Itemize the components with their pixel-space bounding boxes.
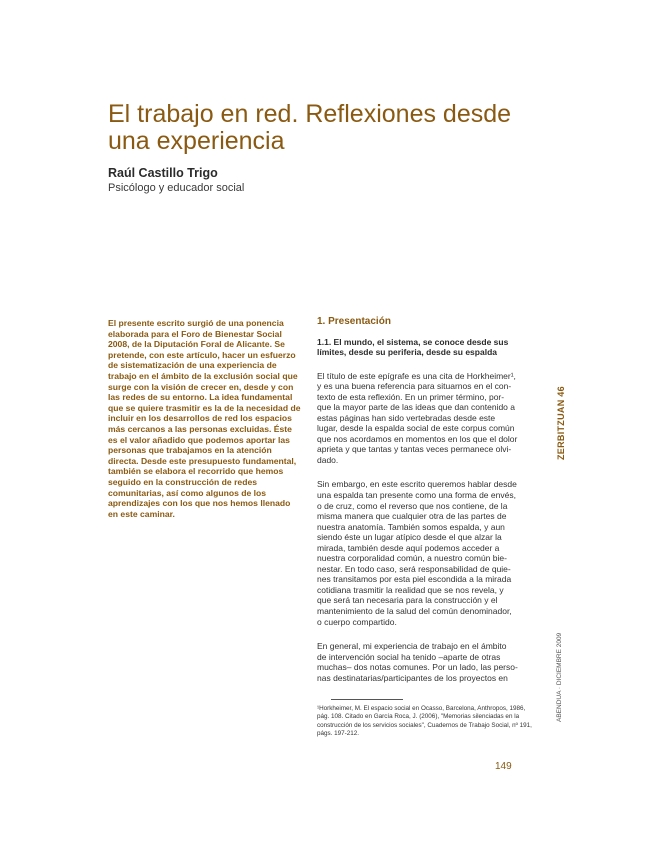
paragraph-line: nuestra corporalidad común, a nuestro común bie-	[317, 553, 507, 564]
paragraph-line: o de cruz, como el reverso que nos contiene, de la	[317, 500, 508, 511]
footnote-divider	[331, 699, 403, 700]
paragraph-line: nuestra anatomía. También somos espalda, y aun	[317, 521, 505, 532]
paragraph-line: cotidiana trasmitir la realidad que se nos revela, y	[317, 584, 504, 595]
paragraph	[317, 641, 537, 683]
paragraph-line: de intervención social ha tenido –aparte de otras	[317, 651, 501, 662]
paragraph-line: dado.	[317, 454, 339, 465]
journal-name: ZERBITZUAN 46	[556, 386, 566, 460]
main-column	[317, 317, 537, 697]
paragraph-line: estas páginas han sido vertebradas desde este	[317, 412, 496, 423]
paragraph-line: siendo éste un lugar atípico desde el que alzar la	[317, 532, 502, 543]
paragraph	[317, 371, 537, 466]
paragraph-line: una espalda tan presente como una forma de envés,	[317, 490, 516, 501]
paragraph-line: mantenimiento de la salud del común denominador,	[317, 606, 512, 617]
paragraph-line: Sin embargo, en este escrito queremos hablar desde	[317, 479, 517, 490]
paragraph-line: misma manera que cualquier otra de las partes de	[317, 511, 507, 522]
paragraph-line: El título de este epígrafe es una cita de Horkheimer¹,	[317, 370, 516, 381]
paragraph-line: En general, mi experiencia de trabajo en el ámbito	[317, 641, 507, 652]
paragraph-line: muchas– dos notas comunes. Por un lado, las perso-	[317, 662, 518, 673]
paragraph-line: que la mayor parte de las ideas que dan contenido a	[317, 402, 515, 413]
paragraph-line: y es una buena referencia para situarnos en el con-	[317, 381, 512, 392]
paragraph-line: mirada, también desde aquí podemos acceder a	[317, 542, 500, 553]
paragraph-line: que será tan necesaria para la construcción y el	[317, 595, 498, 606]
paragraph	[317, 479, 537, 627]
footnote: ¹Horkheimer, M. El espacio social en Ocasso, Barcelona, Anthropos, 1986, pág. 108. Citado en García Roca, J. (2006), "Memorias silenciadas en la construcción de los servicios sociales", Cuadernos de Trabajo Social, nº 191, págs. 197-212.	[317, 705, 532, 737]
paragraph-line: aprieta y que tantas y tantas veces permanece olvi-	[317, 444, 512, 455]
paragraph-line: nas destinatarias/participantes de los proyectos en	[317, 672, 508, 683]
body-text	[317, 371, 537, 684]
paragraph-line: que nos acordamos en momentos en los que el dolor	[317, 433, 518, 444]
paragraph-line: nes transitamos por esta piel escondida a la mirada	[317, 574, 512, 585]
abstract: El presente escrito surgió de una ponencia elaborada para el Foro de Bienestar Social 2008, de la Diputación Foral de Alicante. Se pretende, con este artículo, hacer un esfuerzo de sistematización de una experiencia de trabajo en el ámbito de la exclusión social que surge con la visión de crecer en, desde y con las redes de su entorno. La idea fundamental que se quiere trasmitir es la de la necesidad de incluir en los desarrollos de red los espacios más cercanos a las personas excluidas. Éste es el valor añadido que podemos aportar las personas que trabajamos en la atención directa. Desde este presupuesto fundamental, también se elabora el recorrido que hemos seguido en la construcción de redes comunitarias, así como algunos de los aprendizajes con los que nos hemos llenado en este caminar.	[108, 318, 301, 519]
page-number: 149	[495, 761, 512, 772]
paragraph-line: nestar. En todo caso, será responsabilidad de quie-	[317, 563, 511, 574]
author-role: Psicólogo y educador social	[108, 182, 245, 194]
section-title: 1. Presentación	[317, 316, 391, 327]
journal-date: ABENDUA · DICIEMBRE 2009	[556, 632, 563, 722]
subsection-title-line: 1.1. El mundo, el sistema, se conoce desde sus	[317, 336, 509, 347]
paragraph-line: lugar, desde la espalda social de este corpus común	[317, 423, 515, 434]
paragraph-line: o cuerpo compartido.	[317, 616, 397, 627]
subsection-title	[317, 337, 537, 358]
article-title: El trabajo en red. Reflexiones desde una experiencia	[108, 100, 512, 155]
subsection-title-line: límites, desde su periferia, desde su espalda	[317, 347, 497, 358]
author-name: Raúl Castillo Trigo	[108, 166, 218, 180]
paragraph-line: texto de esta reflexión. En un primer término, por-	[317, 391, 505, 402]
